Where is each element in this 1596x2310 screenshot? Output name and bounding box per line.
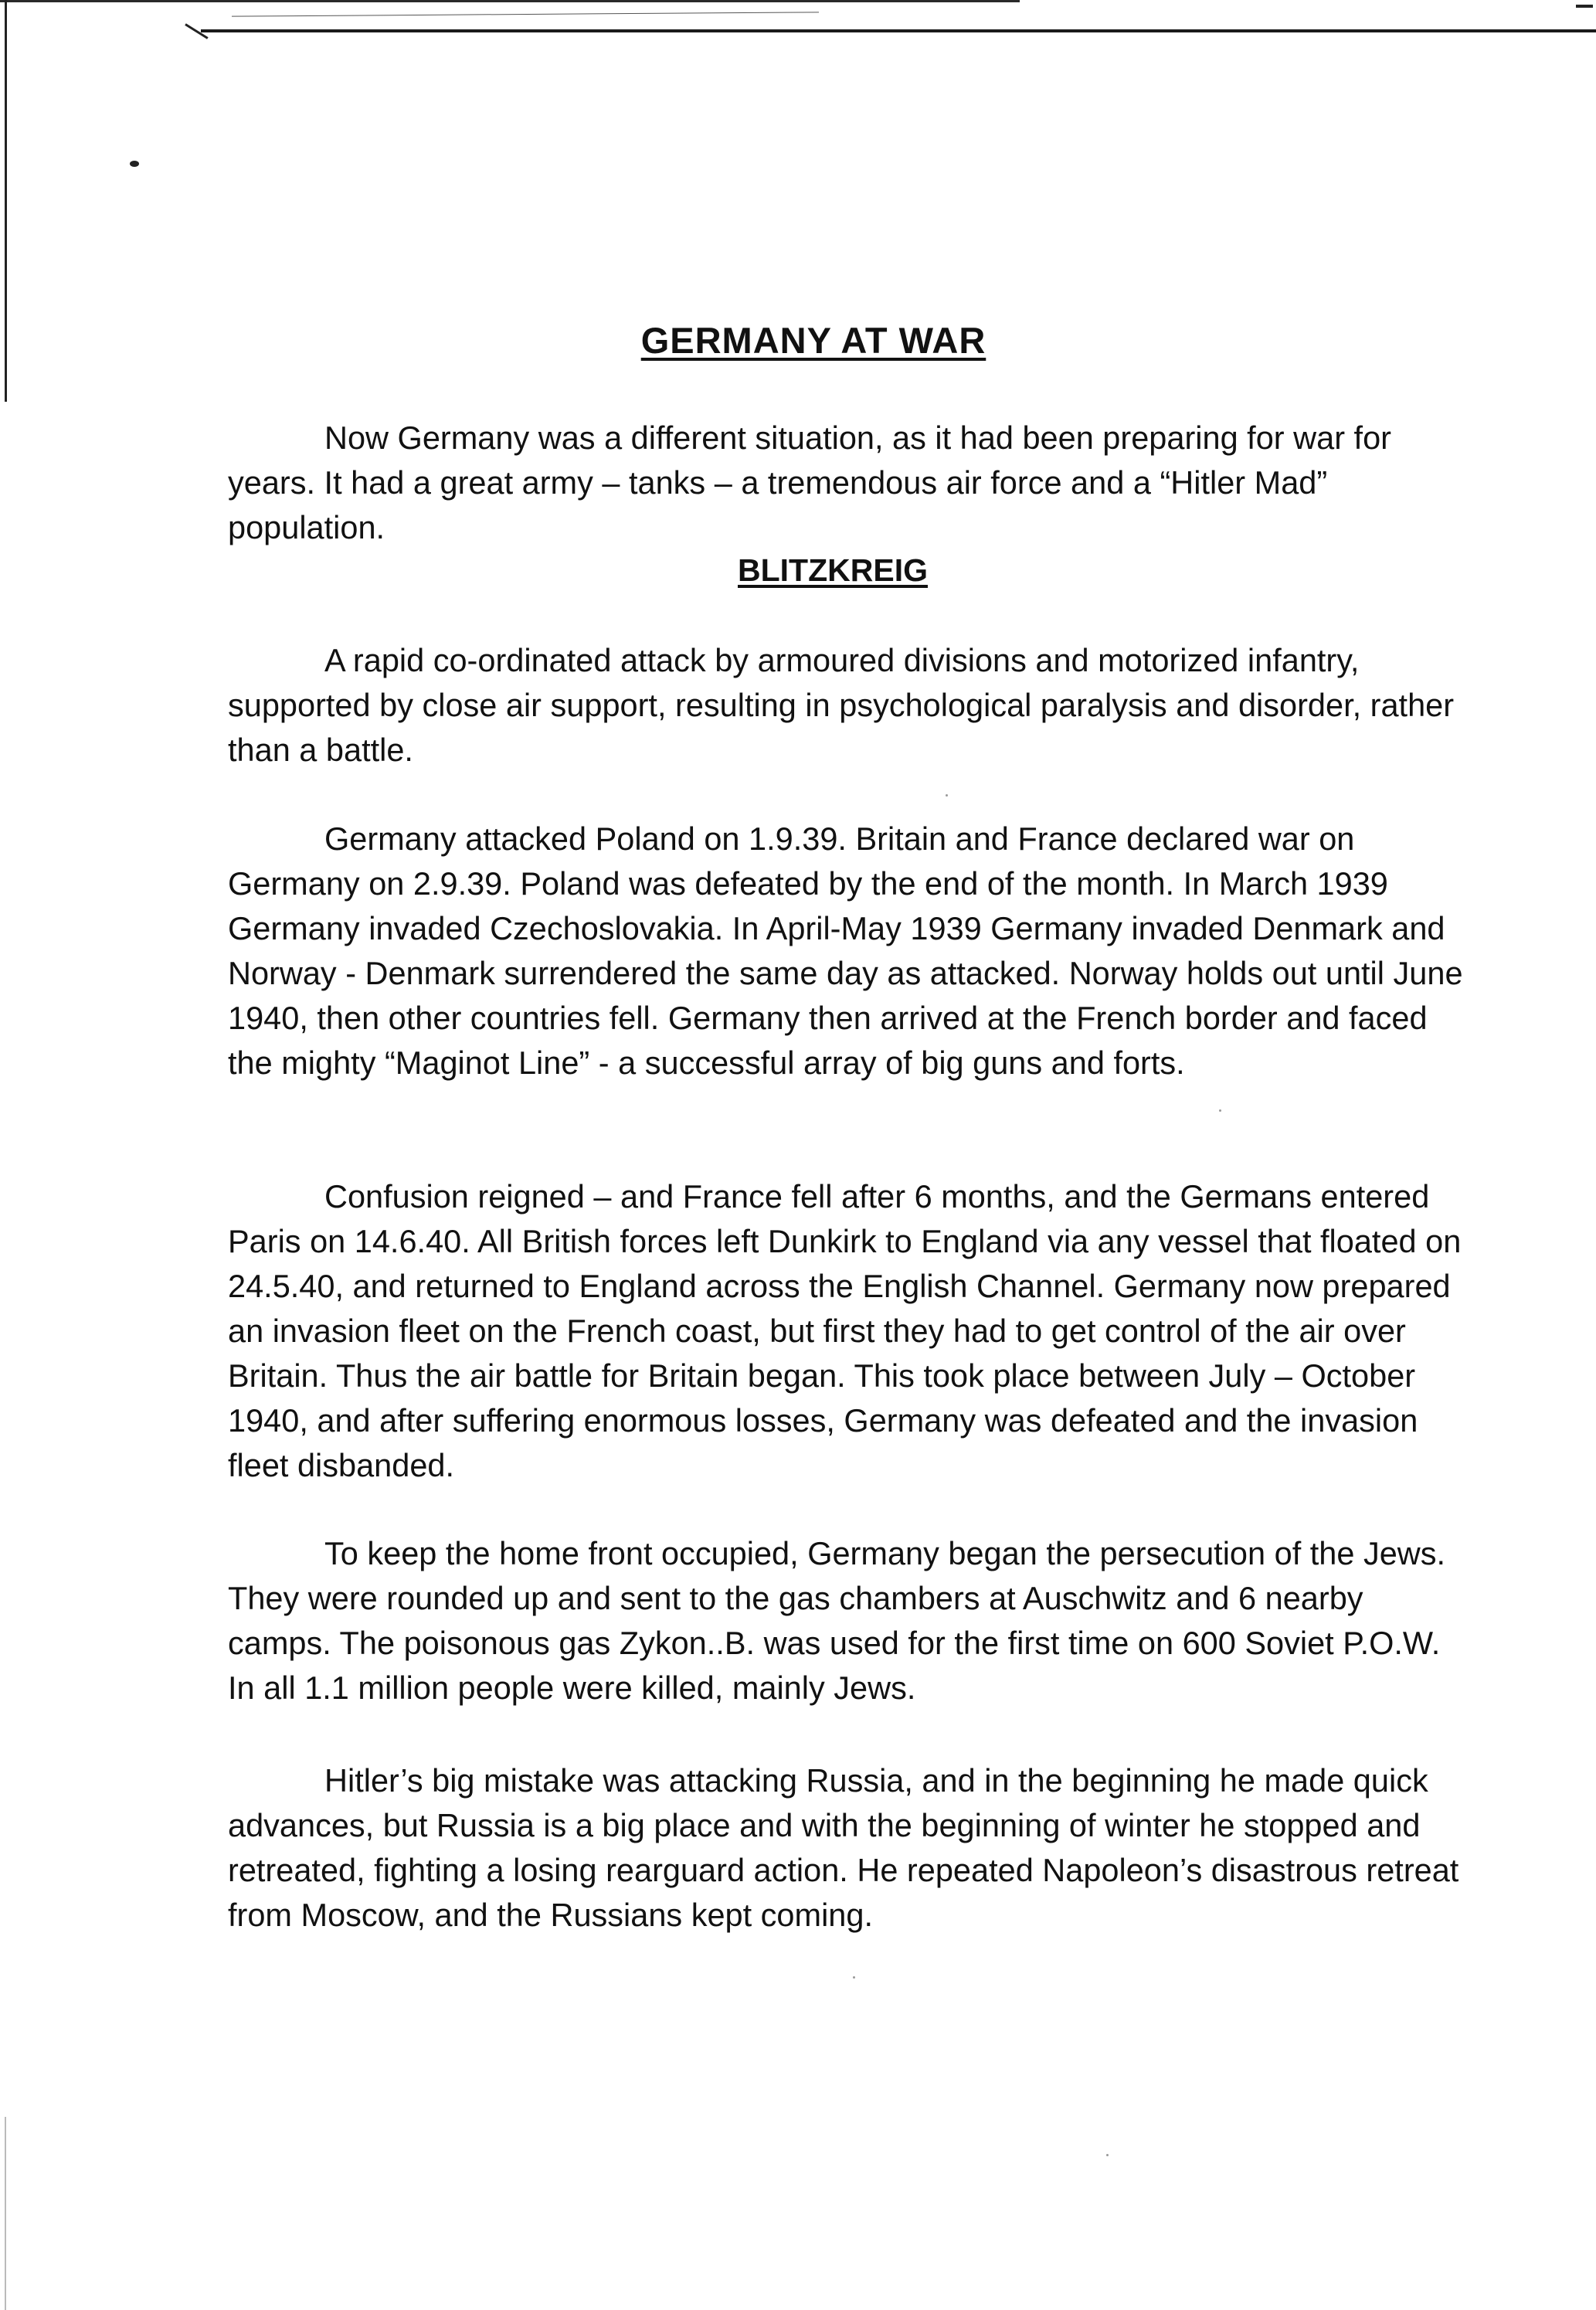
scan-speck [853, 1976, 855, 1979]
document-title: GERMANY AT WAR [640, 320, 986, 361]
scan-edge-left-faint [5, 2117, 6, 2310]
scan-speck [130, 161, 139, 167]
paragraph-poland-invasion: Germany attacked Poland on 1.9.39. Britain and France declared war on Germany on 2.9.39. Poland was defeated by the end of the month. In March 1939 Germany invaded Czechoslovakia. In April-May 1939 Germany invaded Denmark and Norway - Denmark surrendered the same day as attacked. Norway holds out until June 1940, then other countries fell. Germany then arrived at the French border and faced the mighty “Maginot Line” - a successful array of big guns and forts. [228, 820, 1463, 1081]
scan-speck [1106, 2154, 1109, 2156]
section-heading-blitzkreig: BLITZKREIG [738, 552, 928, 588]
scan-speck [946, 794, 948, 797]
paragraph-blitzkreig-definition: A rapid co-ordinated attack by armoured divisions and motorized infantry, supported by close air support, resulting in psychological paralysis and disorder, rather than a battle. [228, 642, 1455, 768]
paragraph-france-britain: Confusion reigned – and France fell after 6 months, and the Germans entered Paris on 14.6.40. All British forces left Dunkirk to England via any vessel that floated on 24.5.40, and returned to England across the English Channel. Germany now prepared an invasion fleet on the French coast, but first they had to get control of the air over Britain. Thus the air battle for Britain began. This took place between July – October 1940, and after suffering enormous losses, Germany was defeated and the invasion fleet disbanded. [228, 1178, 1462, 1483]
paragraph-intro: Now Germany was a different situation, as it had been preparing for war for years. It had a great army – tanks – a tremendous air force and a “Hitler Mad” population. [228, 420, 1391, 545]
scan-mark-right [1576, 5, 1593, 8]
scan-line-top [201, 29, 1596, 32]
scan-line-thin [232, 12, 819, 16]
paragraph-russia: Hitler’s big mistake was attacking Russia, and in the beginning he made quick advances, but Russia is a big place and with the beginning of winter he stopped and retreated, fighting a losing rearguard action. He repeated Napoleon’s disastrous retreat from Moscow, and the Russians kept coming. [228, 1762, 1459, 1933]
paragraph-home-front: To keep the home front occupied, Germany began the persecution of the Jews. They were rounded up and sent to the gas chambers at Auschwitz and 6 nearby camps. The poisonous gas Zykon..B. was used for the first time on 600 Soviet P.O.W. In all 1.1 million people were killed, mainly Jews. [228, 1535, 1446, 1706]
scan-speck [1219, 1109, 1221, 1112]
scan-edge-top [0, 0, 1020, 2]
